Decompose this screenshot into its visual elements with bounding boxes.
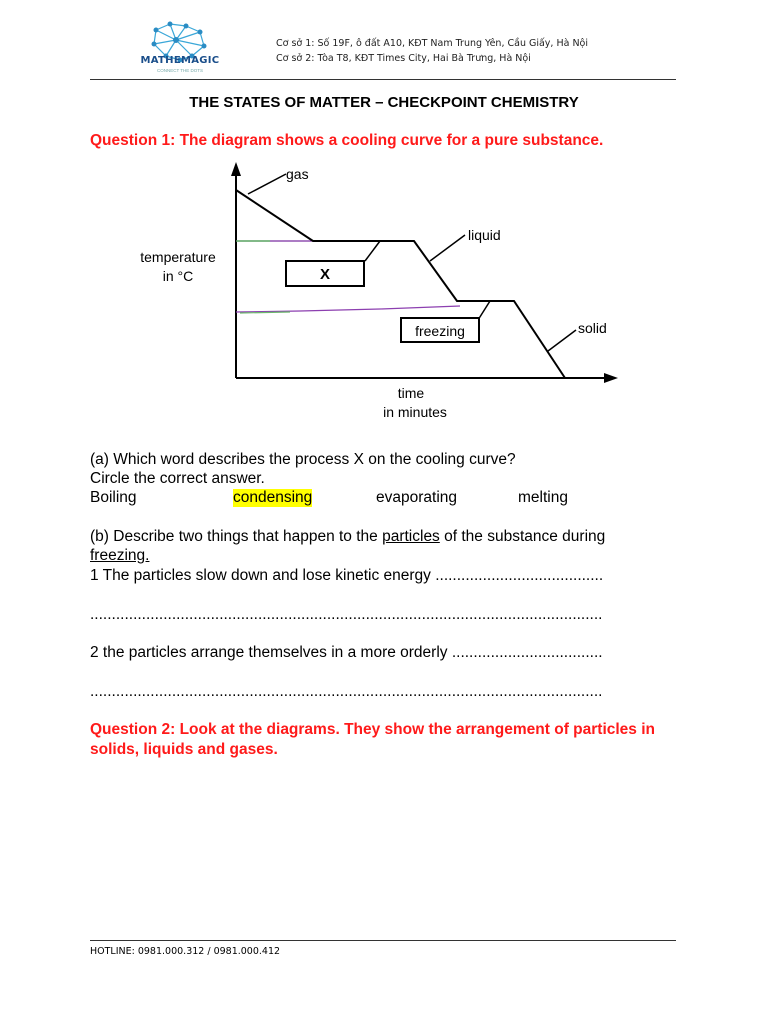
process-x-label: X xyxy=(319,266,331,283)
part-b-question-line-1 xyxy=(90,527,690,547)
answer-1[interactable]: 1 The particles slow down and lose kinetic energy ....................................... xyxy=(90,567,604,584)
address-line-1: Cơ sở 1: Số 19F, ô đất A10, KĐT Nam Trung Yên, Cầu Giấy, Hà Nội xyxy=(276,38,589,49)
option-melting[interactable]: melting xyxy=(518,489,568,506)
cooling-curve-diagram xyxy=(120,160,640,430)
footer-divider xyxy=(90,940,676,941)
y-axis-arrow-icon xyxy=(231,162,241,176)
question-2-heading: Question 2: Look at the diagrams. They show the arrangement of particles in solids, liquids and gases. xyxy=(90,721,656,758)
option-boiling[interactable]: Boiling xyxy=(90,489,137,506)
question-1-heading: Question 1: The diagram shows a cooling curve for a pure substance. xyxy=(90,132,604,149)
logo-text: MATHEMAGIC xyxy=(140,55,220,66)
option-condensing[interactable]: condensing xyxy=(233,489,313,506)
header-divider xyxy=(90,79,676,80)
option-evaporating[interactable]: evaporating xyxy=(376,489,458,506)
guide-line-freezing xyxy=(236,306,460,312)
answer-1-dots[interactable]: ....................................................................................................................... xyxy=(90,606,603,623)
solid-label: solid xyxy=(578,320,607,336)
gas-label: gas xyxy=(286,166,309,182)
address-line-2: Cơ sở 2: Tòa T8, KĐT Times City, Hai Bà Trưng, Hà Nội xyxy=(276,53,531,64)
answer-2-dots[interactable]: ....................................................................................................................... xyxy=(90,683,603,700)
part-b-text-post: of the substance during xyxy=(439,528,606,545)
answer-2[interactable]: 2 the particles arrange themselves in a more orderly ................................... xyxy=(90,644,603,661)
part-a-instruction: Circle the correct answer. xyxy=(90,470,265,487)
x-axis-label-line-1: time xyxy=(397,385,425,401)
footer-hotline: HOTLINE: 0981.000.312 / 0981.000.412 xyxy=(90,946,281,957)
x-axis-arrow-icon xyxy=(604,373,618,383)
liquid-label: liquid xyxy=(468,227,501,243)
logo-tagline: CONNECT THE DOTS xyxy=(156,68,204,73)
freezing-underlined: freezing. xyxy=(90,547,150,564)
solid-pointer xyxy=(548,330,576,351)
part-a-question: (a) Which word describes the process X on the cooling curve? xyxy=(90,451,516,468)
part-a-options xyxy=(90,489,690,509)
x-box-pointer xyxy=(365,241,380,261)
liquid-pointer xyxy=(430,235,465,261)
freezing-label: freezing xyxy=(415,323,465,339)
part-b-question-line-2 xyxy=(90,546,690,566)
part-b-text-pre: (b) Describe two things that happen to the xyxy=(90,528,383,545)
page-title: THE STATES OF MATTER – CHECKPOINT CHEMISTRY xyxy=(189,94,579,111)
y-axis-label-line-2: in °C xyxy=(162,268,194,284)
gas-pointer xyxy=(248,174,286,194)
particles-underlined: particles xyxy=(382,528,440,545)
y-axis-label-line-1: temperature xyxy=(140,249,216,265)
x-axis-label-line-2: in minutes xyxy=(383,404,447,420)
